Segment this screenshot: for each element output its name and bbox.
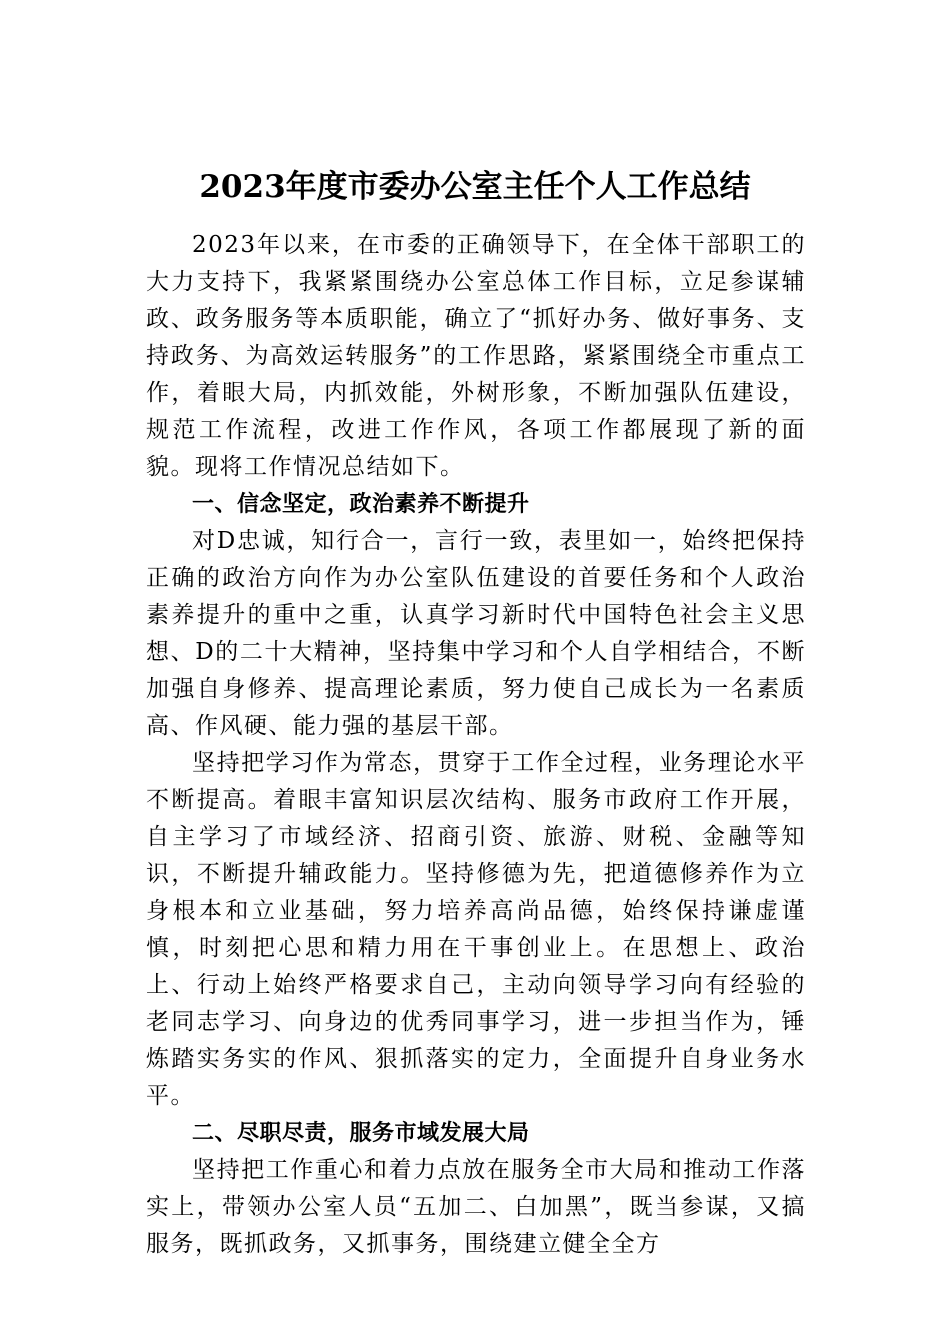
section-1-paragraph-1: 对D忠诚，知行合一，言行一致，表里如一，始终把保持正确的政治方向作为办公室队伍建设的首要任务和个人政治素养提升的重中之重，认真学习新时代中国特色社会主义思想、D的二十大精神，坚持集中学习和个人自学相结合，不断加强自身修养、提高理论素质，努力使自己成长为一名素质高、作风硬、能力强的基层干部。 — [146, 528, 806, 739]
section-heading-1: 一、信念坚定，政治素养不断提升 — [192, 492, 530, 517]
intro-paragraph: 2023年以来，在市委的正确领导下，在全体干部职工的大力支持下，我紧紧围绕办公室总体工作目标，立足参谋辅政、政务服务等本质职能，确立了“抓好办务、做好事务、支持政务、为高效运转服务”的工作思路，紧紧围绕全市重点工作，着眼大局，内抓效能，外树形象，不断加强队伍建设，规范工作流程，改进工作作风，各项工作都展现了新的面貌。现将工作情况总结如下。 — [146, 232, 806, 480]
section-2-paragraph-1: 坚持把工作重心和着力点放在服务全市大局和推动工作落实上，带领办公室人员“五加二、白加黑”，既当参谋，又搞服务，既抓政务，又抓事务，围绕建立健全全方 — [146, 1157, 806, 1257]
document-body — [146, 227, 806, 1263]
section-1-paragraph-2: 坚持把学习作为常态，贯穿于工作全过程，业务理论水平不断提高。着眼丰富知识层次结构、服务市政府工作开展，自主学习了市域经济、招商引资、旅游、财税、金融等知识，不断提升辅政能力。坚持修德为先，把道德修养作为立身根本和立业基础，努力培养高尚品德，始终保持谦虚谨慎，时刻把心思和精力用在干事创业上。在思想上、政治上、行动上始终严格要求自己，主动向领导学习向有经验的老同志学习、向身边的优秀同事学习，进一步担当作为，锤炼踏实务实的作风、狠抓落实的定力，全面提升自身业务水平。 — [146, 750, 806, 1109]
section-heading-2: 二、尽职尽责，服务市域发展大局 — [192, 1121, 530, 1146]
document-title: 2023年度市委办公室主任个人工作总结 — [199, 169, 751, 205]
